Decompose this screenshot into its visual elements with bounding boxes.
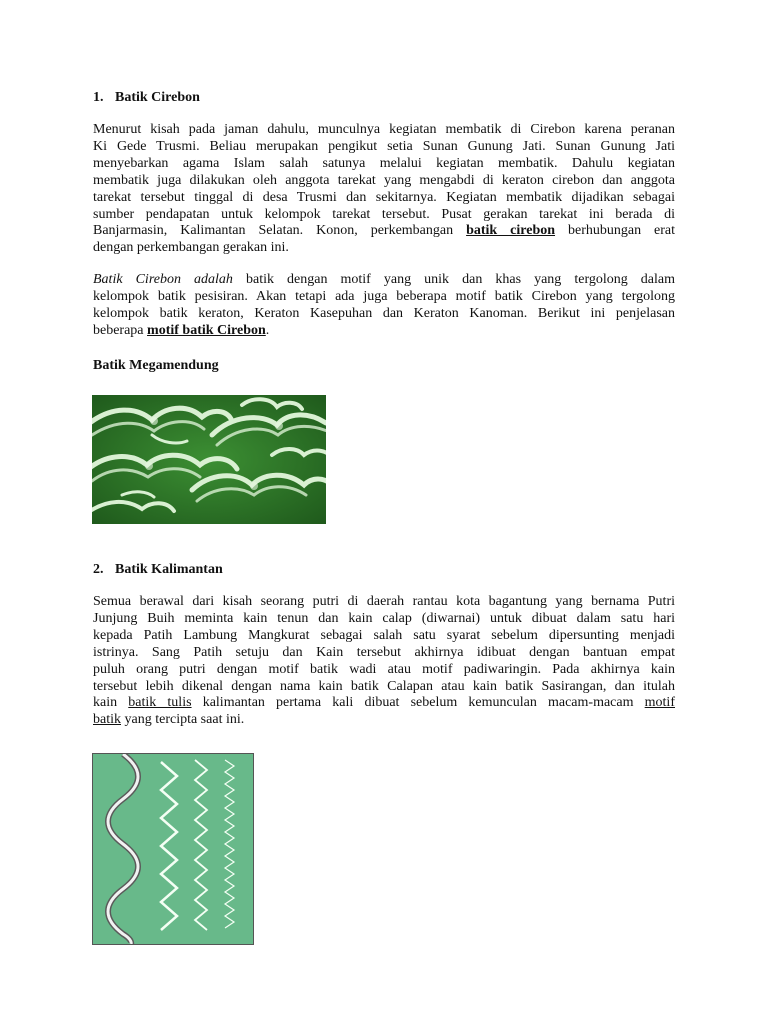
paragraph-cirebon-definition: [93, 272, 675, 340]
text-line: [93, 223, 675, 240]
section-title: Batik Kalimantan: [115, 562, 223, 577]
text-fragment: Banjarmasin, Kalimantan Selatan. Konon, perkembangan: [93, 223, 454, 239]
text-line: tarekat tersebut tinggal di desa Trusmi dan sekitarnya. Kegiatan membatik dijadikan sebagai: [93, 189, 675, 205]
section-number: 2.: [93, 562, 104, 577]
text-line: kelompok batik pesisiran. Akan tetapi ada juga beberapa motif batik Cirebon yang tergolong: [93, 288, 675, 304]
section-heading-batik-cirebon: [93, 89, 200, 106]
text-line: [93, 695, 675, 712]
link-batik[interactable]: batik: [93, 712, 121, 728]
text-line: Junjung Buih meminta kain tenun dan kain calap (diwarnai) untuk dibuat dalam satu hari: [93, 610, 675, 626]
batik-kalimantan-image: [92, 753, 254, 945]
text-fragment: yang tercipta saat ini.: [124, 712, 245, 728]
text-line: [93, 323, 675, 340]
link-motif-batik-cirebon[interactable]: motif batik Cirebon: [147, 322, 266, 338]
text-line: sumber pendapatan untuk kelompok tarekat tersebut. Pusat gerakan tarekat ini berada di: [93, 206, 675, 222]
megamendung-cloud-pattern: [92, 395, 326, 524]
text-line: menyebarkan agama Islam salah satunya melalui kegiatan membatik. Dahulu kegiatan: [93, 155, 675, 171]
link-batik-tulis[interactable]: batik tulis: [128, 695, 192, 711]
text-fragment: .: [265, 322, 270, 338]
section-number: 1.: [93, 90, 104, 105]
section-heading-batik-kalimantan: [93, 561, 223, 578]
text-line: tersebut lebih dikenal dengan nama kain batik Calapan atau kain batik Sasirangan, dan itulah: [93, 678, 675, 694]
text-fragment: beberapa: [93, 322, 144, 338]
section-title: Batik Cirebon: [115, 90, 200, 105]
text-line: membatik juga dilakukan oleh anggota tarekat yang mengabdi di keraton cirebon dan anggota: [93, 172, 675, 188]
text-fragment: kalimantan pertama kali dibuat sebelum kemunculan macam-macam: [202, 695, 634, 711]
link-batik-cirebon[interactable]: batik cirebon: [466, 223, 556, 239]
text-line: puluh orang putri dengan motif batik wadi atau motif padiwaringin. Pada akhirnya kain: [93, 661, 675, 677]
link-motif[interactable]: motif: [644, 695, 675, 711]
text-fragment: batik dengan motif yang unik dan khas yang tergolong dalam: [245, 272, 676, 287]
text-line: istrinya. Sang Patih setuju dan Kain tersebut akhirnya idibuat dengan bantuan empat: [93, 644, 675, 660]
text-line: Menurut kisah pada jaman dahulu, munculnya kegiatan membatik di Cirebon karena peranan: [93, 122, 675, 137]
text-line: kepada Patih Lambung Mangkurat sebagai salah satu syarat sebelum dipersunting menjadi: [93, 627, 675, 643]
text-line: [93, 712, 675, 729]
subheading-batik-megamendung: Batik Megamendung: [93, 358, 219, 373]
text-line: dengan perkembangan gerakan ini.: [93, 240, 289, 256]
text-line: [93, 272, 675, 289]
text-fragment: berhubungan erat: [568, 223, 676, 239]
text-line: Semua berawal dari kisah seorang putri di daerah rantau kota bagantung yang bernama Putri: [93, 594, 675, 609]
text-line: kelompok batik keraton, Keraton Kasepuhan dan Keraton Kanoman. Berikut ini penjelasan: [93, 305, 675, 321]
italic-fragment: Batik Cirebon adalah: [93, 272, 233, 287]
batik-megamendung-image: [92, 395, 326, 524]
text-fragment: kain: [93, 695, 118, 711]
text-line: Ki Gede Trusmi. Beliau merupakan pengikut setia Sunan Gunung Jati. Sunan Gunung Jati: [93, 138, 675, 154]
sasirangan-zigzag-pattern: [93, 754, 253, 944]
paragraph-cirebon-history: [93, 122, 675, 257]
paragraph-kalimantan-history: [93, 594, 675, 729]
